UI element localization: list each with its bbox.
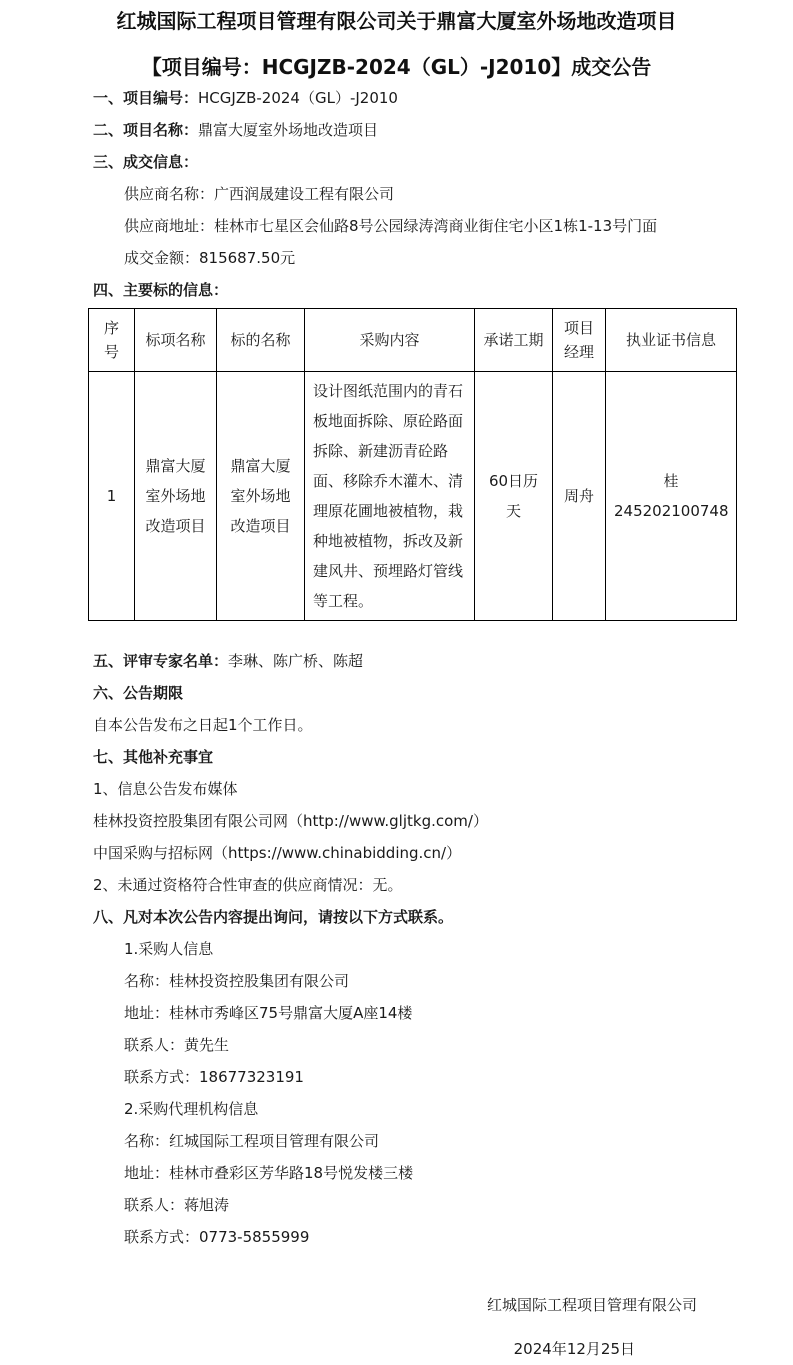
purchaser-info-title: 1.采购人信息 — [124, 940, 214, 958]
supplier-name-line: 供应商名称：广西润晟建设工程有限公司 — [124, 185, 395, 203]
footer-date: 2024年12月25日 — [513, 1340, 635, 1358]
header-cell-seq: 序号 — [89, 309, 135, 372]
doc-title-line2: 【项目编号：HCGJZB-2024（GL）-J2010】成交公告 — [141, 55, 652, 79]
table-row — [89, 372, 737, 621]
supplier-address-line: 供应商地址：桂林市七星区会仙路8号公园绿涛湾商业街住宅小区1栋1-13号门面 — [124, 217, 658, 235]
header-cell-certificate-info: 执业证书信息 — [606, 309, 737, 372]
experts-value: 李琳、陈广桥、陈超 — [228, 652, 364, 670]
purchaser-address-line: 地址：桂林市秀峰区75号鼎富大厦A座14楼 — [124, 1004, 413, 1022]
cell-project-manager: 周舟 — [553, 372, 606, 621]
cell-bid-item-name: 鼎富大厦室外场地改造项目 — [135, 372, 217, 621]
award-info-heading: 三、成交信息： — [93, 153, 199, 171]
cell-certificate-info: 桂245202100748 — [606, 372, 737, 621]
table-header-row — [89, 309, 737, 372]
purchaser-name-line: 名称：桂林投资控股集团有限公司 — [124, 972, 350, 990]
agency-name-line: 名称：红城国际工程项目管理有限公司 — [124, 1132, 380, 1150]
project-name-value: 鼎富大厦室外场地改造项目 — [198, 121, 379, 139]
project-number-label: 一、项目编号： — [93, 89, 199, 107]
purchaser-phone-line: 联系方式：18677323191 — [124, 1068, 304, 1086]
notice-period-body: 自本公告发布之日起1个工作日。 — [93, 716, 313, 734]
cell-construction-period: 60日历天 — [475, 372, 553, 621]
header-cell-project-manager: 项目经理 — [553, 309, 606, 372]
agency-contact-line: 联系人：蒋旭涛 — [124, 1196, 230, 1214]
project-number-line — [0, 82, 793, 114]
project-name-label: 二、项目名称： — [93, 121, 199, 139]
agency-info-title: 2.采购代理机构信息 — [124, 1100, 259, 1118]
bid-info-table — [88, 308, 737, 621]
cell-seq: 1 — [89, 372, 135, 621]
media-list-title: 1、信息公告发布媒体 — [93, 780, 238, 798]
cell-bid-target-name: 鼎富大厦室外场地改造项目 — [217, 372, 305, 621]
award-amount-line: 成交金额：815687.50元 — [124, 249, 296, 267]
header-cell-procurement-content: 采购内容 — [305, 309, 475, 372]
doc-title-line1: 红城国际工程项目管理有限公司关于鼎富大厦室外场地改造项目 — [116, 9, 677, 33]
unqualified-suppliers-line: 2、未通过资格符合性审查的供应商情况：无。 — [93, 876, 403, 894]
agency-phone-line: 联系方式：0773-5855999 — [124, 1228, 310, 1246]
cell-procurement-content: 设计图纸范围内的青石板地面拆除、原砼路面拆除、新建沥青砼路面、移除乔木灌木、清理原花圃地被植物，栽种地被植物，拆改及新建风井、预埋路灯管线等工程。 — [305, 372, 475, 621]
notice-period-heading: 六、公告期限 — [93, 684, 184, 702]
header-cell-bid-item-name: 标项名称 — [135, 309, 217, 372]
footer-company: 红城国际工程项目管理有限公司 — [486, 1296, 697, 1314]
experts-label: 五、评审专家名单： — [93, 652, 229, 670]
main-bid-heading: 四、主要标的信息： — [93, 281, 229, 299]
purchaser-contact-line: 联系人：黄先生 — [124, 1036, 230, 1054]
media-site-2: 中国采购与招标网（https://www.chinabidding.cn/） — [93, 844, 462, 862]
media-site-1: 桂林投资控股集团有限公司网（http://www.gljtkg.com/） — [93, 812, 488, 830]
header-cell-construction-period: 承诺工期 — [475, 309, 553, 372]
other-matters-heading: 七、其他补充事宜 — [93, 748, 214, 766]
project-name-line — [0, 114, 793, 146]
project-number-value: HCGJZB-2024（GL）-J2010 — [198, 89, 398, 107]
header-cell-bid-target-name: 标的名称 — [217, 309, 305, 372]
experts-line — [0, 645, 793, 677]
contact-heading: 八、凡对本次公告内容提出询问，请按以下方式联系。 — [93, 908, 454, 926]
agency-address-line: 地址：桂林市叠彩区芳华路18号悦发楼三楼 — [124, 1164, 414, 1182]
